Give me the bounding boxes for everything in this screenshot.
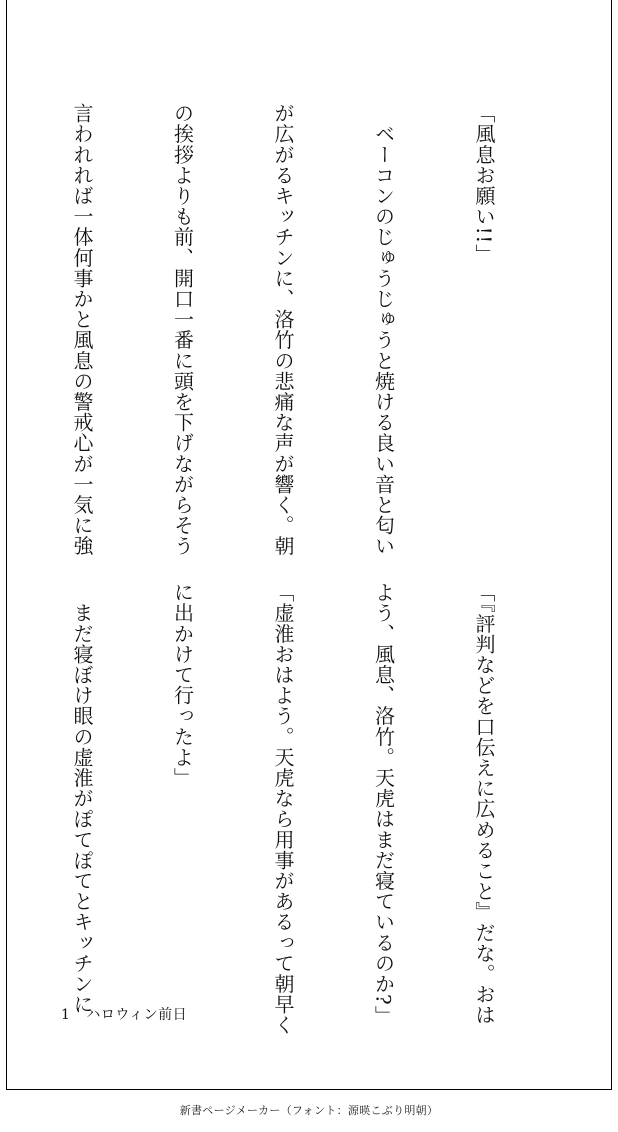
upper-text-block <box>0 103 567 557</box>
text-line: ベーコンのじゅうじゅうと焼ける良い音と匂い <box>371 103 396 557</box>
text-line: 「虚淮おはよう。天虎なら用事があるって朝早く <box>271 582 295 1036</box>
text-line: まだ寝ぼけ眼の虚淮がぽてぽてとキッチンに <box>70 582 94 1015</box>
text-line: の挨拶よりも前、開口一番に頭を下げながらそう <box>170 103 195 557</box>
chapter-title: ハロウィン前日 <box>86 1007 188 1023</box>
page-footer <box>61 1004 203 1024</box>
generator-credit: 新書ページメーカー（フォント：源暎こぶり明朝） <box>179 1104 439 1117</box>
text-line: に出かけて行ったよ」 <box>170 582 195 788</box>
text-line: 「風息お願い!!」 <box>472 103 496 265</box>
text-line: が広がるキッチンに、洛竹の悲痛な声が響く。朝 <box>271 103 295 557</box>
text-line: よう、風息、洛竹。天虎はまだ寝ているのか?」 <box>371 582 396 1026</box>
page-number: 1 <box>61 1007 71 1023</box>
text-line: 言われれば一体何事かと風息の警戒心が一気に強 <box>70 103 94 557</box>
text-line: 「『評判などを口伝えに広めること』だな。おは <box>472 582 496 1026</box>
page-frame <box>6 0 612 1090</box>
